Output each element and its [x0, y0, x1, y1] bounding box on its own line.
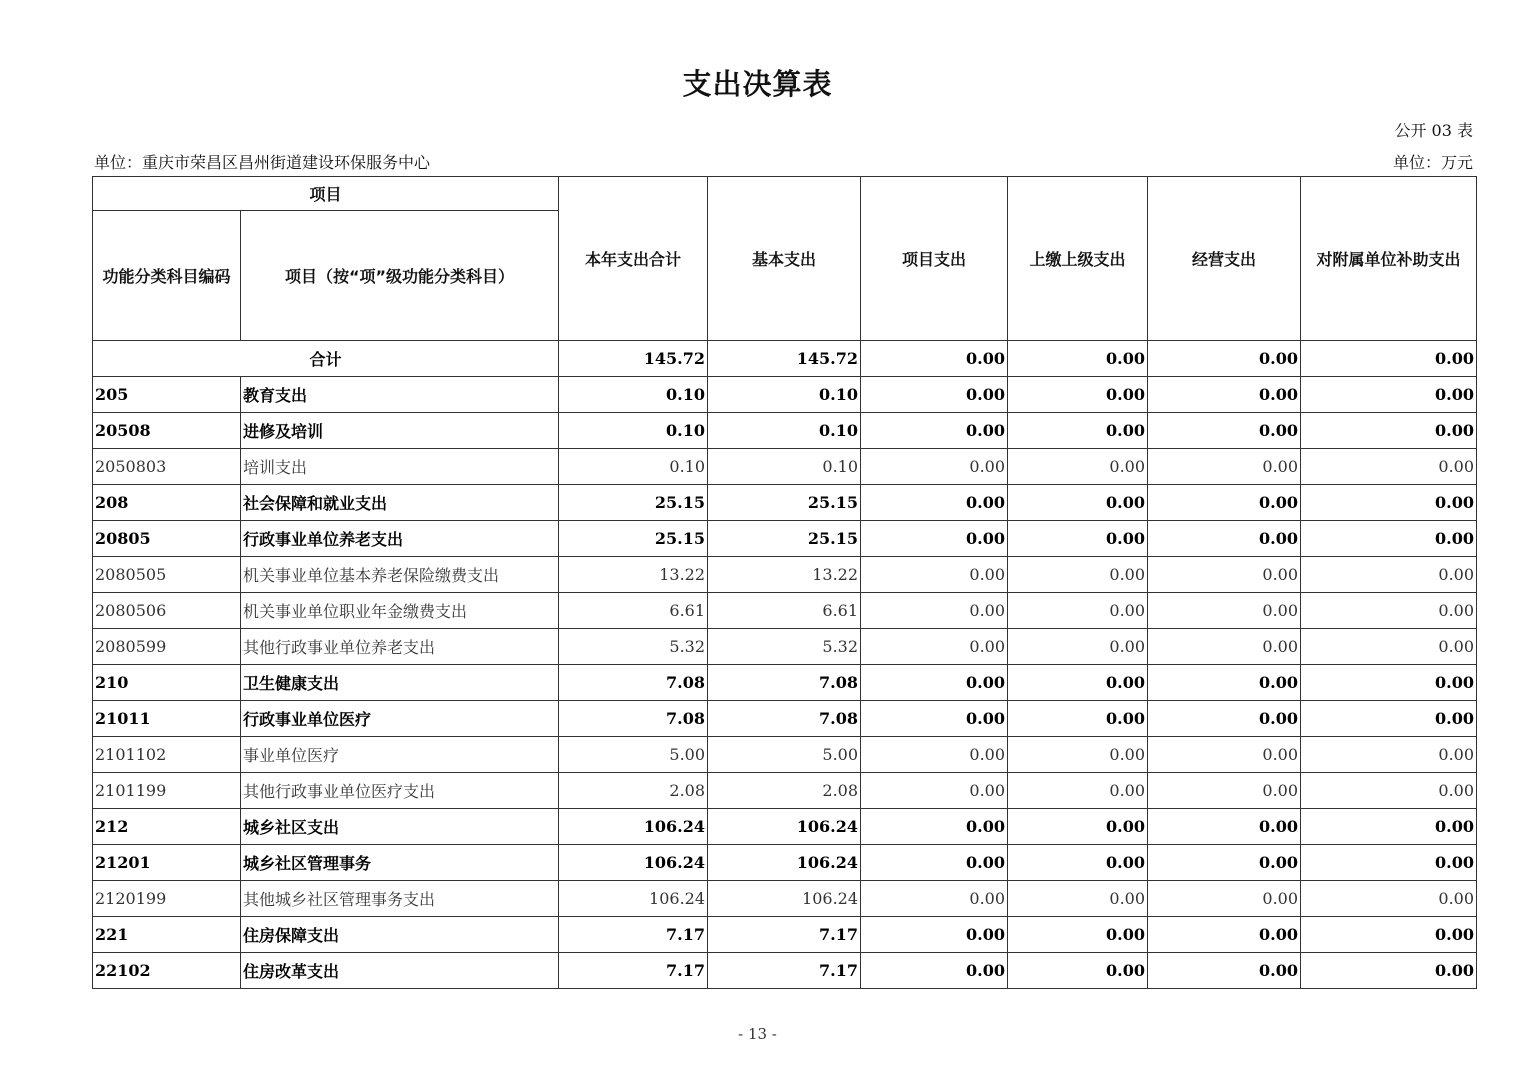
row-value: 0.00 [1301, 449, 1477, 485]
row-value: 0.00 [861, 485, 1008, 521]
row-value: 0.10 [559, 449, 708, 485]
row-value: 0.10 [708, 413, 861, 449]
row-name: 城乡社区管理事务 [241, 845, 559, 881]
table-row [93, 809, 1477, 845]
row-name: 教育支出 [241, 377, 559, 413]
table-row [93, 953, 1477, 989]
table-row [93, 665, 1477, 701]
row-name: 住房改革支出 [241, 953, 559, 989]
row-value: 0.00 [1148, 773, 1301, 809]
row-name: 其他行政事业单位医疗支出 [241, 773, 559, 809]
header-project: 项目 [93, 177, 559, 211]
row-value: 0.00 [1148, 809, 1301, 845]
table-row [93, 917, 1477, 953]
row-value: 6.61 [559, 593, 708, 629]
table-row [93, 773, 1477, 809]
row-value: 0.00 [1148, 557, 1301, 593]
row-value: 0.00 [1148, 377, 1301, 413]
header-business: 经营支出 [1148, 177, 1301, 341]
row-value: 0.00 [1301, 413, 1477, 449]
row-value: 6.61 [708, 593, 861, 629]
row-value: 106.24 [708, 881, 861, 917]
total-cell: 145.72 [559, 341, 708, 377]
row-value: 0.00 [1148, 593, 1301, 629]
row-code: 208 [93, 485, 241, 521]
row-name: 机关事业单位职业年金缴费支出 [241, 593, 559, 629]
row-value: 0.00 [861, 953, 1008, 989]
row-code: 210 [93, 665, 241, 701]
row-code: 21201 [93, 845, 241, 881]
row-value: 25.15 [559, 521, 708, 557]
row-name: 机关事业单位基本养老保险缴费支出 [241, 557, 559, 593]
row-name: 其他行政事业单位养老支出 [241, 629, 559, 665]
row-value: 0.00 [861, 377, 1008, 413]
row-name: 城乡社区支出 [241, 809, 559, 845]
row-code: 22102 [93, 953, 241, 989]
row-value: 0.00 [1008, 485, 1148, 521]
row-value: 0.00 [1008, 881, 1148, 917]
row-value: 0.00 [861, 449, 1008, 485]
expenditure-table [92, 176, 1477, 989]
row-value: 13.22 [708, 557, 861, 593]
row-value: 0.00 [1008, 701, 1148, 737]
row-name: 卫生健康支出 [241, 665, 559, 701]
total-cell: 145.72 [708, 341, 861, 377]
row-value: 0.00 [1148, 953, 1301, 989]
row-value: 0.00 [1148, 737, 1301, 773]
row-value: 0.10 [559, 413, 708, 449]
row-value: 25.15 [559, 485, 708, 521]
row-value: 7.08 [559, 701, 708, 737]
row-value: 0.00 [1148, 413, 1301, 449]
row-value: 0.00 [1008, 845, 1148, 881]
row-code: 20805 [93, 521, 241, 557]
row-value: 0.00 [1301, 557, 1477, 593]
row-value: 0.00 [1301, 593, 1477, 629]
row-value: 0.00 [861, 665, 1008, 701]
row-value: 0.00 [1301, 377, 1477, 413]
currency-unit-label: 单位：万元 [1392, 153, 1473, 172]
row-value: 0.00 [1148, 845, 1301, 881]
row-value: 0.00 [861, 737, 1008, 773]
row-value: 0.00 [1008, 773, 1148, 809]
page-title: 支出决算表 [682, 67, 833, 101]
row-value: 5.32 [708, 629, 861, 665]
row-value: 0.10 [708, 449, 861, 485]
row-value: 0.00 [1301, 665, 1477, 701]
table-row [93, 881, 1477, 917]
row-value: 0.00 [861, 701, 1008, 737]
row-value: 0.00 [1008, 521, 1148, 557]
row-code: 2120199 [93, 881, 241, 917]
row-value: 0.00 [1008, 665, 1148, 701]
row-name: 事业单位医疗 [241, 737, 559, 773]
row-value: 0.00 [1148, 665, 1301, 701]
table-row [93, 701, 1477, 737]
row-value: 0.00 [1008, 953, 1148, 989]
row-value: 0.00 [1148, 485, 1301, 521]
row-value: 0.00 [1301, 629, 1477, 665]
row-value: 0.00 [1008, 737, 1148, 773]
row-code: 2080599 [93, 629, 241, 665]
row-value: 0.00 [1301, 953, 1477, 989]
row-value: 7.08 [708, 701, 861, 737]
total-row [93, 341, 1477, 377]
row-value: 0.00 [1301, 737, 1477, 773]
header-upper-remit: 上缴上级支出 [1008, 177, 1148, 341]
row-value: 7.08 [559, 665, 708, 701]
table-row [93, 413, 1477, 449]
row-code: 20508 [93, 413, 241, 449]
row-value: 0.00 [1148, 449, 1301, 485]
row-value: 0.00 [1148, 521, 1301, 557]
row-value: 0.00 [1301, 881, 1477, 917]
row-value: 7.17 [708, 953, 861, 989]
row-value: 0.00 [1008, 917, 1148, 953]
table-row [93, 593, 1477, 629]
row-code: 2101199 [93, 773, 241, 809]
row-value: 7.17 [559, 953, 708, 989]
row-value: 0.00 [1008, 557, 1148, 593]
row-code: 2050803 [93, 449, 241, 485]
total-cell: 0.00 [1301, 341, 1477, 377]
row-value: 13.22 [559, 557, 708, 593]
row-value: 7.08 [708, 665, 861, 701]
table-row [93, 485, 1477, 521]
row-name: 培训支出 [241, 449, 559, 485]
row-value: 0.00 [1301, 521, 1477, 557]
row-value: 0.00 [861, 557, 1008, 593]
row-code: 2101102 [93, 737, 241, 773]
total-label: 合计 [93, 341, 559, 377]
row-value: 106.24 [559, 809, 708, 845]
row-name: 进修及培训 [241, 413, 559, 449]
row-code: 205 [93, 377, 241, 413]
row-value: 106.24 [708, 845, 861, 881]
row-value: 0.00 [861, 413, 1008, 449]
row-value: 2.08 [708, 773, 861, 809]
row-code: 221 [93, 917, 241, 953]
row-name: 行政事业单位养老支出 [241, 521, 559, 557]
form-code-label: 公开 03 表 [1394, 121, 1473, 140]
row-code: 21011 [93, 701, 241, 737]
row-value: 0.00 [1008, 629, 1148, 665]
row-value: 7.17 [708, 917, 861, 953]
header-total: 本年支出合计 [559, 177, 708, 341]
row-value: 106.24 [708, 809, 861, 845]
row-name: 社会保障和就业支出 [241, 485, 559, 521]
row-value: 5.32 [559, 629, 708, 665]
table-row [93, 845, 1477, 881]
row-value: 0.00 [1301, 845, 1477, 881]
row-value: 7.17 [559, 917, 708, 953]
row-value: 0.00 [861, 521, 1008, 557]
row-name: 住房保障支出 [241, 917, 559, 953]
row-value: 0.00 [1301, 809, 1477, 845]
row-value: 0.00 [861, 845, 1008, 881]
row-name: 行政事业单位医疗 [241, 701, 559, 737]
row-value: 106.24 [559, 845, 708, 881]
row-value: 0.00 [1008, 809, 1148, 845]
header-basic: 基本支出 [708, 177, 861, 341]
row-value: 0.00 [861, 629, 1008, 665]
table-row [93, 737, 1477, 773]
row-value: 0.00 [1008, 377, 1148, 413]
row-value: 0.00 [1008, 413, 1148, 449]
row-value: 2.08 [559, 773, 708, 809]
table-row [93, 521, 1477, 557]
header-subsidy: 对附属单位补助支出 [1301, 177, 1477, 341]
row-value: 0.00 [1148, 629, 1301, 665]
table-row [93, 377, 1477, 413]
row-value: 25.15 [708, 521, 861, 557]
row-value: 0.00 [1148, 917, 1301, 953]
row-value: 0.00 [1301, 773, 1477, 809]
row-code: 212 [93, 809, 241, 845]
table-row [93, 449, 1477, 485]
row-value: 0.00 [861, 917, 1008, 953]
row-value: 0.00 [861, 881, 1008, 917]
row-value: 0.00 [1008, 593, 1148, 629]
table-row [93, 629, 1477, 665]
row-value: 0.00 [1301, 701, 1477, 737]
row-value: 0.00 [1148, 881, 1301, 917]
row-value: 0.00 [1301, 917, 1477, 953]
row-value: 0.00 [1301, 485, 1477, 521]
row-value: 5.00 [708, 737, 861, 773]
row-name: 其他城乡社区管理事务支出 [241, 881, 559, 917]
table-row [93, 557, 1477, 593]
row-value: 0.00 [861, 773, 1008, 809]
row-code: 2080506 [93, 593, 241, 629]
row-value: 0.00 [1148, 701, 1301, 737]
header-func-code: 功能分类科目编码 [93, 211, 241, 341]
header-project-expenditure: 项目支出 [861, 177, 1008, 341]
row-value: 5.00 [559, 737, 708, 773]
row-value: 106.24 [559, 881, 708, 917]
total-cell: 0.00 [1008, 341, 1148, 377]
row-value: 0.00 [861, 809, 1008, 845]
row-value: 0.00 [861, 593, 1008, 629]
header-func-name: 项目（按“项”级功能分类科目） [241, 211, 559, 341]
row-value: 0.10 [559, 377, 708, 413]
row-value: 0.10 [708, 377, 861, 413]
row-value: 0.00 [1008, 449, 1148, 485]
row-value: 25.15 [708, 485, 861, 521]
total-cell: 0.00 [861, 341, 1008, 377]
reporting-unit-label: 单位：重庆市荣昌区昌州街道建设环保服务中心 [94, 153, 431, 172]
row-code: 2080505 [93, 557, 241, 593]
total-cell: 0.00 [1148, 341, 1301, 377]
page-number: - 13 - [738, 1025, 777, 1043]
